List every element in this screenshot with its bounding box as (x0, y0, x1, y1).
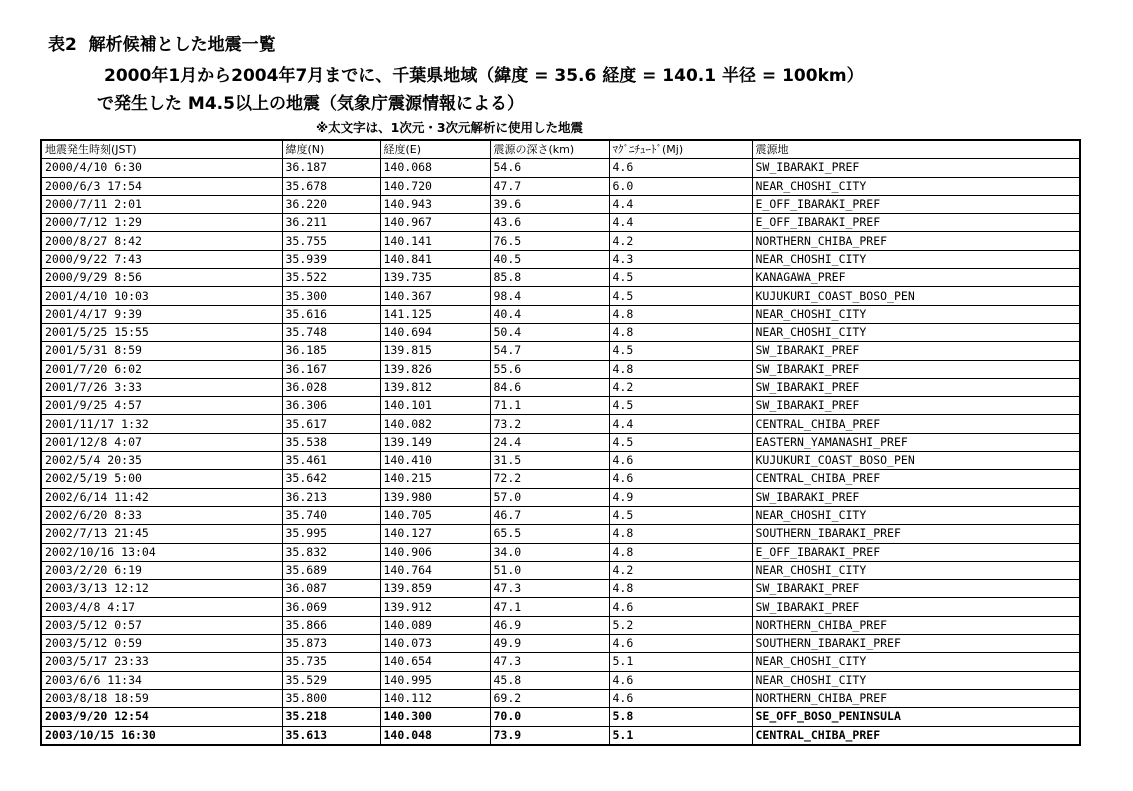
cell-magnitude: 5.2 (609, 616, 752, 634)
header-depth: 震源の深さ(km) (490, 140, 609, 159)
cell-depth: 54.7 (490, 342, 609, 360)
cell-magnitude: 4.8 (609, 525, 752, 543)
cell-magnitude: 4.8 (609, 360, 752, 378)
cell-longitude: 140.048 (380, 726, 490, 745)
cell-depth: 46.7 (490, 506, 609, 524)
cell-magnitude: 4.6 (609, 689, 752, 707)
cell-latitude: 36.069 (282, 598, 380, 616)
table-row (41, 195, 1080, 213)
cell-magnitude: 6.0 (609, 177, 752, 195)
table-row (41, 305, 1080, 323)
cell-depth: 45.8 (490, 671, 609, 689)
cell-region: SOUTHERN_IBARAKI_PREF (752, 525, 1080, 543)
cell-time: 2001/12/8 4:07 (41, 433, 282, 451)
cell-magnitude: 4.5 (609, 506, 752, 524)
cell-magnitude: 4.5 (609, 287, 752, 305)
cell-longitude: 139.812 (380, 378, 490, 396)
cell-region: NORTHERN_CHIBA_PREF (752, 616, 1080, 634)
cell-depth: 31.5 (490, 452, 609, 470)
table-row (41, 250, 1080, 268)
cell-time: 2003/5/12 0:57 (41, 616, 282, 634)
cell-magnitude: 4.8 (609, 543, 752, 561)
cell-longitude: 140.654 (380, 653, 490, 671)
table-row (41, 543, 1080, 561)
cell-region: CENTRAL_CHIBA_PREF (752, 415, 1080, 433)
cell-depth: 47.3 (490, 653, 609, 671)
cell-depth: 47.3 (490, 580, 609, 598)
earthquake-table (40, 139, 1081, 746)
cell-magnitude: 5.1 (609, 726, 752, 745)
cell-time: 2000/7/11 2:01 (41, 195, 282, 213)
cell-depth: 40.5 (490, 250, 609, 268)
table-row (41, 653, 1080, 671)
cell-longitude: 140.720 (380, 177, 490, 195)
cell-region: SOUTHERN_IBARAKI_PREF (752, 635, 1080, 653)
cell-longitude: 139.859 (380, 580, 490, 598)
cell-depth: 51.0 (490, 561, 609, 579)
cell-latitude: 35.939 (282, 250, 380, 268)
cell-region: KUJUKURI_COAST_BOSO_PEN (752, 287, 1080, 305)
cell-longitude: 140.841 (380, 250, 490, 268)
cell-time: 2002/5/19 5:00 (41, 470, 282, 488)
cell-region: SW_IBARAKI_PREF (752, 598, 1080, 616)
table-row (41, 689, 1080, 707)
cell-magnitude: 4.5 (609, 433, 752, 451)
table-body (41, 159, 1080, 745)
cell-magnitude: 4.6 (609, 159, 752, 177)
cell-latitude: 35.461 (282, 452, 380, 470)
cell-depth: 85.8 (490, 269, 609, 287)
table-header-row (41, 140, 1080, 159)
table-row (41, 470, 1080, 488)
cell-time: 2000/4/10 6:30 (41, 159, 282, 177)
cell-depth: 57.0 (490, 488, 609, 506)
cell-longitude: 140.101 (380, 397, 490, 415)
cell-latitude: 36.185 (282, 342, 380, 360)
cell-depth: 71.1 (490, 397, 609, 415)
cell-region: SW_IBARAKI_PREF (752, 397, 1080, 415)
cell-latitude: 36.213 (282, 488, 380, 506)
cell-magnitude: 5.1 (609, 653, 752, 671)
cell-latitude: 36.306 (282, 397, 380, 415)
table-row (41, 708, 1080, 726)
cell-time: 2003/8/18 18:59 (41, 689, 282, 707)
cell-region: NEAR_CHOSHI_CITY (752, 305, 1080, 323)
cell-time: 2001/7/20 6:02 (41, 360, 282, 378)
cell-magnitude: 4.6 (609, 635, 752, 653)
cell-longitude: 139.826 (380, 360, 490, 378)
cell-longitude: 140.089 (380, 616, 490, 634)
cell-longitude: 139.912 (380, 598, 490, 616)
cell-magnitude: 4.9 (609, 488, 752, 506)
cell-time: 2000/9/29 8:56 (41, 269, 282, 287)
cell-magnitude: 4.2 (609, 232, 752, 250)
cell-depth: 50.4 (490, 323, 609, 341)
cell-time: 2003/9/20 12:54 (41, 708, 282, 726)
header-magnitude: ﾏｸﾞﾆﾁｭｰﾄﾞ(Mj) (609, 140, 752, 159)
cell-latitude: 36.167 (282, 360, 380, 378)
cell-depth: 98.4 (490, 287, 609, 305)
cell-region: SW_IBARAKI_PREF (752, 342, 1080, 360)
table-row (41, 360, 1080, 378)
cell-time: 2001/4/17 9:39 (41, 305, 282, 323)
table-row (41, 635, 1080, 653)
table-row (41, 506, 1080, 524)
cell-latitude: 35.735 (282, 653, 380, 671)
table-row (41, 598, 1080, 616)
cell-longitude: 140.705 (380, 506, 490, 524)
cell-region: NEAR_CHOSHI_CITY (752, 671, 1080, 689)
cell-magnitude: 4.6 (609, 470, 752, 488)
cell-latitude: 35.873 (282, 635, 380, 653)
cell-time: 2000/9/22 7:43 (41, 250, 282, 268)
cell-time: 2001/11/17 1:32 (41, 415, 282, 433)
table-row (41, 561, 1080, 579)
cell-magnitude: 4.5 (609, 397, 752, 415)
table-row (41, 269, 1080, 287)
cell-latitude: 35.300 (282, 287, 380, 305)
header-region: 震源地 (752, 140, 1080, 159)
cell-depth: 40.4 (490, 305, 609, 323)
cell-longitude: 140.215 (380, 470, 490, 488)
cell-latitude: 35.800 (282, 689, 380, 707)
cell-longitude: 140.906 (380, 543, 490, 561)
cell-longitude: 140.127 (380, 525, 490, 543)
cell-region: SW_IBARAKI_PREF (752, 488, 1080, 506)
cell-time: 2001/4/10 10:03 (41, 287, 282, 305)
table-row (41, 323, 1080, 341)
cell-longitude: 140.694 (380, 323, 490, 341)
cell-region: NORTHERN_CHIBA_PREF (752, 689, 1080, 707)
cell-time: 2003/5/17 23:33 (41, 653, 282, 671)
cell-latitude: 36.187 (282, 159, 380, 177)
cell-magnitude: 4.6 (609, 452, 752, 470)
table-row (41, 214, 1080, 232)
cell-region: SW_IBARAKI_PREF (752, 159, 1080, 177)
cell-magnitude: 4.8 (609, 323, 752, 341)
cell-region: NEAR_CHOSHI_CITY (752, 506, 1080, 524)
cell-time: 2000/7/12 1:29 (41, 214, 282, 232)
cell-depth: 55.6 (490, 360, 609, 378)
cell-latitude: 35.617 (282, 415, 380, 433)
cell-depth: 69.2 (490, 689, 609, 707)
table-row (41, 433, 1080, 451)
header-latitude: 緯度(N) (282, 140, 380, 159)
cell-region: SE_OFF_BOSO_PENINSULA (752, 708, 1080, 726)
bold-note: ※太文字は、1次元・3次元解析に使用した地震 (316, 120, 584, 135)
cell-region: NEAR_CHOSHI_CITY (752, 323, 1080, 341)
cell-region: NEAR_CHOSHI_CITY (752, 561, 1080, 579)
cell-latitude: 35.740 (282, 506, 380, 524)
cell-longitude: 140.300 (380, 708, 490, 726)
cell-latitude: 36.028 (282, 378, 380, 396)
cell-depth: 39.6 (490, 195, 609, 213)
cell-time: 2002/5/4 20:35 (41, 452, 282, 470)
cell-longitude: 139.149 (380, 433, 490, 451)
table-row (41, 616, 1080, 634)
cell-longitude: 140.967 (380, 214, 490, 232)
cell-time: 2002/6/20 8:33 (41, 506, 282, 524)
cell-region: NORTHERN_CHIBA_PREF (752, 232, 1080, 250)
cell-time: 2000/6/3 17:54 (41, 177, 282, 195)
table-row (41, 232, 1080, 250)
cell-latitude: 35.522 (282, 269, 380, 287)
cell-region: CENTRAL_CHIBA_PREF (752, 726, 1080, 745)
cell-region: E_OFF_IBARAKI_PREF (752, 195, 1080, 213)
cell-magnitude: 4.3 (609, 250, 752, 268)
cell-region: NEAR_CHOSHI_CITY (752, 250, 1080, 268)
cell-longitude: 139.815 (380, 342, 490, 360)
cell-time: 2002/10/16 13:04 (41, 543, 282, 561)
cell-region: EASTERN_YAMANASHI_PREF (752, 433, 1080, 451)
cell-magnitude: 4.6 (609, 671, 752, 689)
cell-magnitude: 4.2 (609, 378, 752, 396)
cell-latitude: 35.642 (282, 470, 380, 488)
cell-magnitude: 4.4 (609, 415, 752, 433)
cell-depth: 43.6 (490, 214, 609, 232)
document-title: 表2 解析候補とした地震一覧 (48, 35, 276, 55)
cell-time: 2003/3/13 12:12 (41, 580, 282, 598)
cell-latitude: 36.211 (282, 214, 380, 232)
cell-latitude: 36.087 (282, 580, 380, 598)
cell-time: 2003/5/12 0:59 (41, 635, 282, 653)
cell-latitude: 36.220 (282, 195, 380, 213)
cell-depth: 49.9 (490, 635, 609, 653)
cell-latitude: 35.995 (282, 525, 380, 543)
cell-depth: 54.6 (490, 159, 609, 177)
table-row (41, 159, 1080, 177)
table-row (41, 671, 1080, 689)
cell-time: 2003/2/20 6:19 (41, 561, 282, 579)
cell-time: 2003/10/15 16:30 (41, 726, 282, 745)
cell-region: E_OFF_IBARAKI_PREF (752, 543, 1080, 561)
cell-depth: 70.0 (490, 708, 609, 726)
cell-magnitude: 4.6 (609, 598, 752, 616)
cell-depth: 65.5 (490, 525, 609, 543)
cell-magnitude: 4.4 (609, 195, 752, 213)
cell-depth: 46.9 (490, 616, 609, 634)
table-row (41, 488, 1080, 506)
cell-longitude: 139.980 (380, 488, 490, 506)
cell-latitude: 35.689 (282, 561, 380, 579)
cell-latitude: 35.832 (282, 543, 380, 561)
cell-region: SW_IBARAKI_PREF (752, 580, 1080, 598)
cell-depth: 47.7 (490, 177, 609, 195)
cell-longitude: 140.943 (380, 195, 490, 213)
cell-longitude: 140.410 (380, 452, 490, 470)
cell-depth: 72.2 (490, 470, 609, 488)
table-row (41, 342, 1080, 360)
cell-longitude: 140.068 (380, 159, 490, 177)
cell-time: 2003/4/8 4:17 (41, 598, 282, 616)
cell-magnitude: 5.8 (609, 708, 752, 726)
cell-time: 2001/5/25 15:55 (41, 323, 282, 341)
cell-time: 2002/6/14 11:42 (41, 488, 282, 506)
cell-latitude: 35.613 (282, 726, 380, 745)
cell-longitude: 140.764 (380, 561, 490, 579)
cell-depth: 24.4 (490, 433, 609, 451)
cell-time: 2003/6/6 11:34 (41, 671, 282, 689)
table-row (41, 177, 1080, 195)
table-row (41, 525, 1080, 543)
cell-magnitude: 4.8 (609, 305, 752, 323)
table-row (41, 378, 1080, 396)
cell-latitude: 35.529 (282, 671, 380, 689)
cell-region: SW_IBARAKI_PREF (752, 360, 1080, 378)
cell-magnitude: 4.2 (609, 561, 752, 579)
cell-region: SW_IBARAKI_PREF (752, 378, 1080, 396)
cell-region: KUJUKURI_COAST_BOSO_PEN (752, 452, 1080, 470)
cell-depth: 76.5 (490, 232, 609, 250)
cell-region: CENTRAL_CHIBA_PREF (752, 470, 1080, 488)
table-row (41, 580, 1080, 598)
cell-depth: 84.6 (490, 378, 609, 396)
cell-latitude: 35.218 (282, 708, 380, 726)
cell-depth: 34.0 (490, 543, 609, 561)
table-row (41, 397, 1080, 415)
cell-longitude: 140.112 (380, 689, 490, 707)
cell-latitude: 35.866 (282, 616, 380, 634)
subtitle-line-1: 2000年1月から2004年7月までに、千葉県地域（緯度 = 35.6 経度 = 140.1 半径 = 100km） (104, 66, 864, 86)
cell-region: NEAR_CHOSHI_CITY (752, 653, 1080, 671)
cell-depth: 47.1 (490, 598, 609, 616)
table-row (41, 287, 1080, 305)
subtitle-line-2: で発生した M4.5以上の地震（気象庁震源情報による） (97, 94, 524, 114)
cell-time: 2001/5/31 8:59 (41, 342, 282, 360)
cell-longitude: 140.073 (380, 635, 490, 653)
cell-region: NEAR_CHOSHI_CITY (752, 177, 1080, 195)
cell-latitude: 35.755 (282, 232, 380, 250)
table-row (41, 726, 1080, 745)
cell-time: 2000/8/27 8:42 (41, 232, 282, 250)
cell-magnitude: 4.5 (609, 269, 752, 287)
cell-region: KANAGAWA_PREF (752, 269, 1080, 287)
cell-longitude: 139.735 (380, 269, 490, 287)
table-row (41, 452, 1080, 470)
cell-time: 2002/7/13 21:45 (41, 525, 282, 543)
table-row (41, 415, 1080, 433)
cell-magnitude: 4.5 (609, 342, 752, 360)
cell-longitude: 140.367 (380, 287, 490, 305)
cell-longitude: 141.125 (380, 305, 490, 323)
cell-longitude: 140.995 (380, 671, 490, 689)
cell-latitude: 35.678 (282, 177, 380, 195)
header-longitude: 経度(E) (380, 140, 490, 159)
cell-depth: 73.2 (490, 415, 609, 433)
header-time: 地震発生時刻(JST) (41, 140, 282, 159)
cell-magnitude: 4.8 (609, 580, 752, 598)
cell-latitude: 35.538 (282, 433, 380, 451)
cell-magnitude: 4.4 (609, 214, 752, 232)
cell-longitude: 140.141 (380, 232, 490, 250)
cell-latitude: 35.616 (282, 305, 380, 323)
cell-time: 2001/7/26 3:33 (41, 378, 282, 396)
cell-time: 2001/9/25 4:57 (41, 397, 282, 415)
cell-region: E_OFF_IBARAKI_PREF (752, 214, 1080, 232)
cell-latitude: 35.748 (282, 323, 380, 341)
cell-longitude: 140.082 (380, 415, 490, 433)
cell-depth: 73.9 (490, 726, 609, 745)
